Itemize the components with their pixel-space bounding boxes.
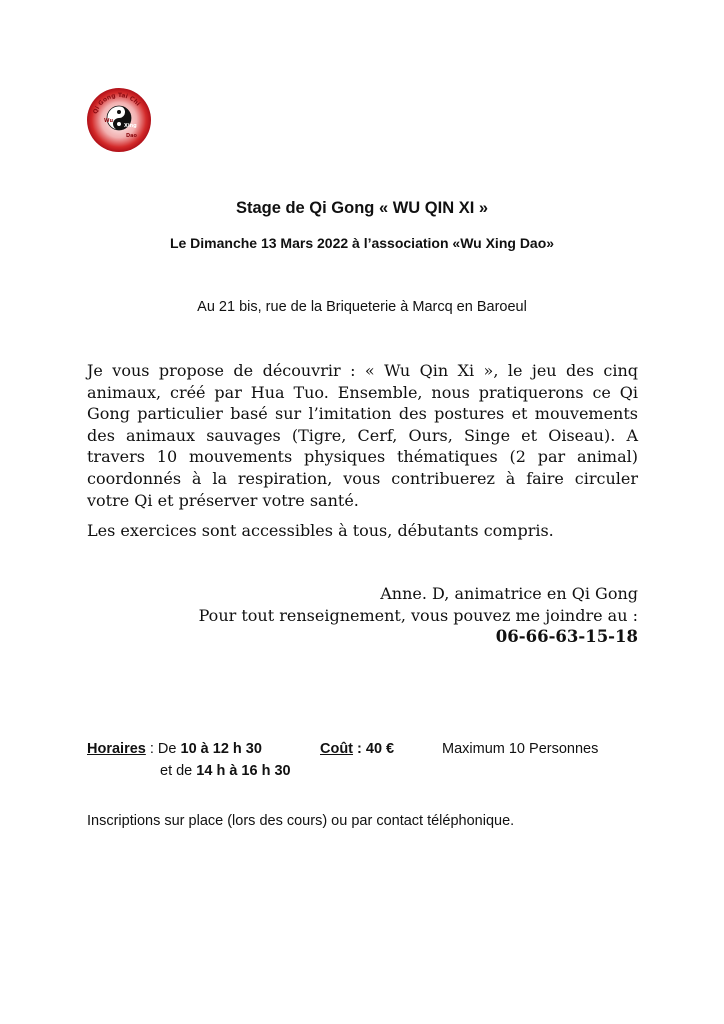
registration-info: Inscriptions sur place (lors des cours) ou par contact téléphonique. [87, 813, 515, 829]
logo-center-text-1: Wu [104, 118, 114, 124]
schedule-and: et de [160, 762, 197, 779]
logo-center-text-3: Dao [126, 133, 137, 139]
schedule-slot-1: 10 à 12 h 30 [180, 741, 262, 757]
page-title: Stage de Qi Gong « WU QIN XI » [235, 199, 489, 217]
signature-author: Anne. D, animatrice en Qi Gong [380, 584, 638, 603]
phone-number: 06-66-63-15-18 [495, 627, 638, 647]
max-participants: Maximum 10 Personnes [442, 741, 599, 757]
price-value: : 40 € [353, 741, 395, 757]
logo [86, 87, 152, 153]
accessibility-paragraph: Les exercices sont accessibles à tous, débutants compris. [87, 521, 554, 540]
schedule-slot-2: 14 h à 16 h 30 [196, 762, 291, 779]
schedule-label: Horaires [87, 741, 146, 757]
schedule-separator: : De [145, 741, 181, 757]
logo-center-text-2: Xing [124, 123, 137, 129]
price-label: Coût [320, 741, 354, 757]
schedule-block [87, 739, 291, 782]
contact-line: Pour tout renseignement, vous pouvez me joindre au : [198, 605, 638, 625]
event-address: Au 21 bis, rue de la Briqueterie à Marcq en Baroeul [197, 299, 527, 315]
price-block [320, 739, 394, 761]
logo-ring-text: Qi Gong Tai Chi [91, 91, 142, 115]
event-date: Le Dimanche 13 Mars 2022 à l’association «Wu Xing Dao» [169, 235, 555, 251]
signature-block [199, 583, 638, 648]
description-paragraph: Je vous propose de découvrir : « Wu Qin Xi », le jeu des cinq animaux, créé par Hua Tuo. Ensemble, nous pratiquerons ce Qi Gong particulier basé sur l’imitation des postures et mouvements des animaux sauvages (Tigre, Cerf, Ours, Singe et Oiseau). A travers 10 mouvements physiques thématiques (2 par animal) coordonnés à la respiration, vous contribuerez à faire circuler votre Qi et préserver votre santé. [87, 361, 638, 510]
